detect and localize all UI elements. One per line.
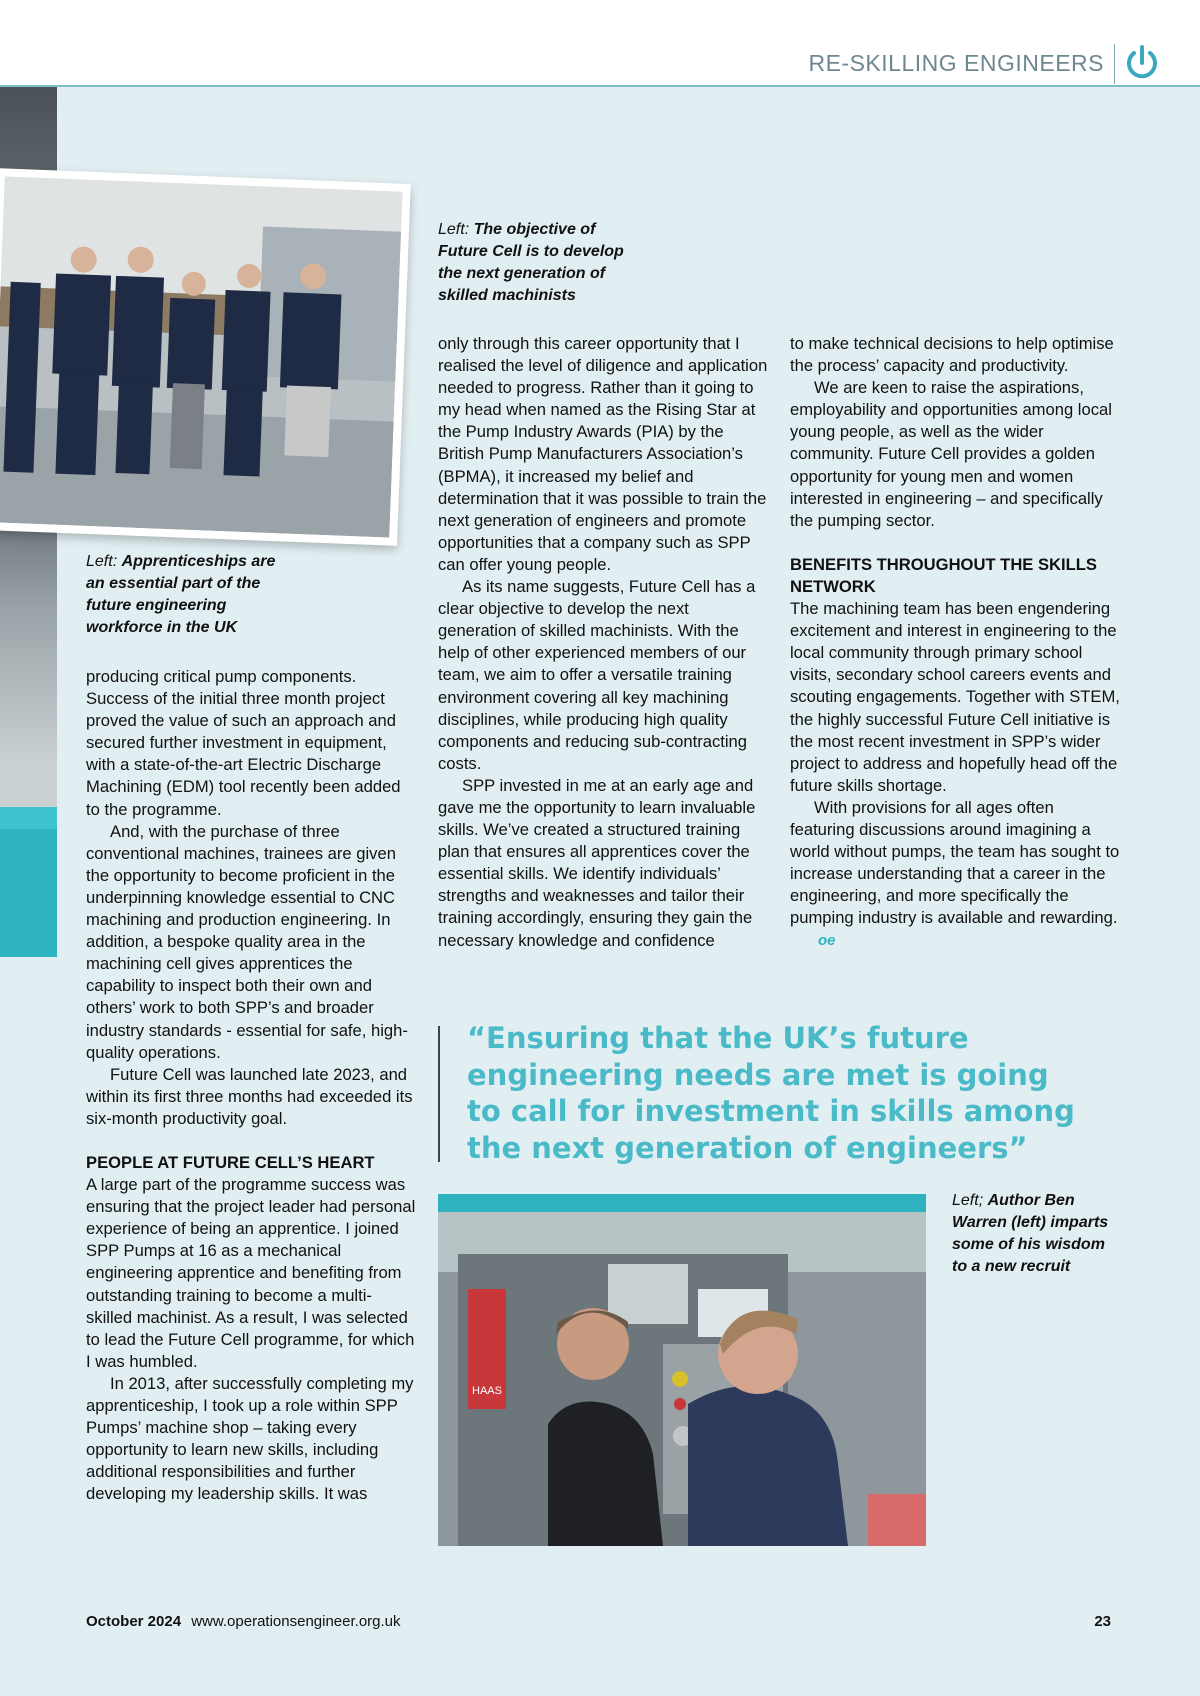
paragraph: A large part of the programme success was ensuring that the project leader had personal experience of being an apprentice. I joined SPP Pumps at 16 as a mechanical engineering apprentice and benefiting from outstanding training to become a multi-skilled machinist. As a result, I was selected to lead the Future Cell programme, for which I was humbled. [86,1175,416,1371]
header-bar [0,0,1200,87]
power-icon [1124,44,1160,82]
machine-brand-label: HAAS [472,1385,502,1397]
article-column-1 [86,666,418,1505]
paragraph: As its name suggests, Future Cell has a clear objective to develop the next generation of skilled machinists. With the help of other experienced members of our team, we aim to offer a versatile training environment covering all key machining disciplines, while producing high quality components and reducing sub-contracting costs. [438,577,756,773]
paragraph: Future Cell was launched late 2023, and within its first three months had exceeded its six-month productivity goal. [86,1064,413,1128]
paragraph: With provisions for all ages often featuring discussions around imagining a world without pumps, the team has sought to increase understanding that a career in the engineering, and more specifically the pumping industry is available and rewarding.oe [790,797,1120,953]
pull-quote: “Ensuring that the UK’s future engineering needs are met is going to call for investment in skills among the next generation of engineers” [467,1021,1075,1165]
paragraph: to make technical decisions to help optimise the process’ capacity and productivity. [790,334,1114,376]
paragraph: And, with the purchase of three conventional machines, trainees are given the opportunity to become proficient in the underpinning knowledge essential to CNC machining and production engineering. In addition, a bespoke quality area in the machining cell gives apprentices the capability to inspect both their own and others’ work to both SPP’s and broader industry standards - essential for safe, high-quality operations. [86,821,408,1062]
paragraph: We are keen to raise the aspirations, employability and opportunities among local young people, as well as the wider community. Future Cell provides a golden opportunity for young men and women interested in engineering – and specifically the pumping sector. [790,378,1112,530]
paragraph: In 2013, after successfully completing my apprenticeship, I took up a role within SPP Pumps’ machine shop – taking every opportunity to learn new skills, including additional responsibilities and further developing my leadership skills. It was [86,1373,414,1504]
apprentices-photo [0,168,411,546]
caption-left: Left: Apprenticeships are an essential part of the future engineering workforce in the UK [86,553,276,636]
pull-quote-rule [438,1026,440,1162]
issue-date: October 2024 [86,1613,182,1630]
article-column-2 [438,333,770,952]
caption-top: Left: The objective of Future Cell is to develop the next generation of skilled machinists [438,221,624,304]
apprentices-photo-image [0,176,402,537]
paragraph: The machining team has been engendering excitement and interest in engineering to the local community through primary school visits, secondary school careers events and scouting engagements. Together with STEM, the highly successful Future Cell initiative is the most recent investment in SPP’s wider project to address and hopefully head off the future skills shortage. [790,599,1120,795]
section-title: RE-SKILLING ENGINEERS [808,50,1104,76]
page-number: 23 [1094,1613,1111,1630]
training-photo-image [438,1194,926,1546]
section-heading: PEOPLE AT FUTURE CELL’S HEART [86,1152,375,1172]
header-divider [1114,44,1115,84]
training-photo [438,1194,926,1546]
section-heading: BENEFITS THROUGHOUT THE SKILLS NETWORK [790,554,1097,596]
website-link[interactable]: www.operationsengineer.org.uk [191,1613,401,1630]
paragraph: only through this career opportunity that I realised the level of diligence and application needed to progress. Rather than it going to my head when named as the Rising Star at the Pump Industry Awards (PIA) by the British Pump Manufacturers Association’s (BPMA), it increased my belief and determination that it was possible to train the next generation of engineers and promote opportunities that a company such as SPP can offer young people. [438,334,768,574]
caption-bottom: Left; Author Ben Warren (left) imparts some of his wisdom to a new recruit [952,1192,1109,1275]
article-column-3 [790,333,1120,953]
paragraph: producing critical pump components. Success of the initial three month project proved the value of such an approach and secured further investment in equipment, with a state-of-the-art Electric Discharge Machining (EDM) tool recently been added to the programme. [86,667,401,819]
end-mark-logo: oe [818,932,836,950]
paragraph: SPP invested in me at an early age and gave me the opportunity to learn invaluable skills. We’ve created a structured training plan that ensures all apprentices cover the essential skills. We identify individuals’ strengths and weaknesses and tailor their training accordingly, ensuring they gain the necessary knowledge and confidence [438,775,756,950]
footer-left [86,1613,401,1630]
